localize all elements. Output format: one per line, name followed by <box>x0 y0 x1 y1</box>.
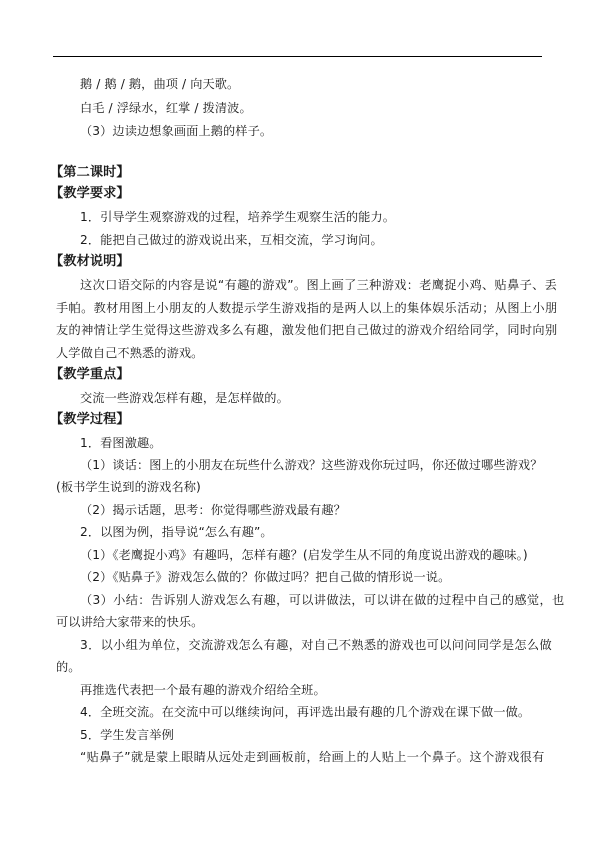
process-1: 1．看图激趣。 <box>80 436 162 450</box>
process-1-1-line-2: (板书学生说到的游戏名称) <box>56 480 201 494</box>
process-2: 2．以图为例，指导说“怎么有趣”。 <box>80 525 273 539</box>
process-2-3-line-1: （3）小结：告诉别人游戏怎么有趣，可以讲做法，可以讲在做的过程中自己的感觉，也 <box>80 593 565 607</box>
process-1-2: （2）揭示话题，思考：你觉得哪些游戏最有趣？ <box>80 503 346 517</box>
material-line-1: 这次口语交际的内容是说“有趣的游戏”。图上画了三种游戏：老鹰捉小鸡、贴鼻子、丢 <box>80 278 558 292</box>
heading-lesson2: 【第二课时】 <box>50 165 130 180</box>
heading-process: 【教学过程】 <box>50 412 130 427</box>
process-5: 5．学生发言举例 <box>80 728 174 742</box>
process-3-line-1: 3．以小组为单位，交流游戏怎么有趣，对自己不熟悉的游戏也可以问问同学是怎么做 <box>80 638 552 652</box>
focus-line-1: 交流一些游戏怎样有趣，是怎样做的。 <box>80 391 289 405</box>
material-line-3: 友的神情让学生觉得这些游戏多么有趣，激发他们把自己做过的游戏介绍给同学，同时向别 <box>56 323 558 337</box>
process-3-line-3: 再推选代表把一个最有趣的游戏介绍给全班。 <box>80 683 326 697</box>
process-2-3-line-2: 可以讲给大家带来的快乐。 <box>56 615 204 629</box>
heading-material: 【教材说明】 <box>50 254 130 269</box>
heading-requirements: 【教学要求】 <box>50 186 130 201</box>
process-2-1: （1）《老鹰捉小鸡》有趣吗，怎样有趣？(启发学生从不同的角度说出游戏的趣味。) <box>80 548 528 562</box>
process-5-line-1: “贴鼻子”就是蒙上眼睛从远处走到画板前，给画上的人贴上一个鼻子。这个游戏很有 <box>80 750 545 764</box>
process-4: 4．全班交流。在交流中可以继续询问，再评选出最有趣的几个游戏在课下做一做。 <box>80 705 531 719</box>
step-3: （3）边读边想象画面上鹅的样子。 <box>80 124 273 138</box>
process-3-line-2: 的。 <box>56 660 81 674</box>
poem-line-2: 白毛 / 浮绿水，红掌 / 拨清波。 <box>80 101 252 115</box>
material-line-4: 人学做自己不熟悉的游戏。 <box>56 346 204 360</box>
process-1-1-line-1: （1）谈话：图上的小朋友在玩些什么游戏？这些游戏你玩过吗，你还做过哪些游戏？ <box>80 458 543 472</box>
process-2-2: （2）《贴鼻子》游戏怎么做的？你做过吗？把自己做的情形说一说。 <box>80 570 451 584</box>
material-line-2: 手帕。教材用图上小朋友的人数提示学生游戏指的是两人以上的集体娱乐活动；从图上小朋 <box>56 301 558 315</box>
header-rule <box>53 56 542 57</box>
requirement-2: 2．能把自己做过的游戏说出来，互相交流，学习询问。 <box>80 233 383 247</box>
requirement-1: 1．引导学生观察游戏的过程，培养学生观察生活的能力。 <box>80 210 396 224</box>
heading-focus: 【教学重点】 <box>50 367 130 382</box>
poem-line-1: 鹅 / 鹅 / 鹅，曲项 / 向天歌。 <box>80 77 240 91</box>
